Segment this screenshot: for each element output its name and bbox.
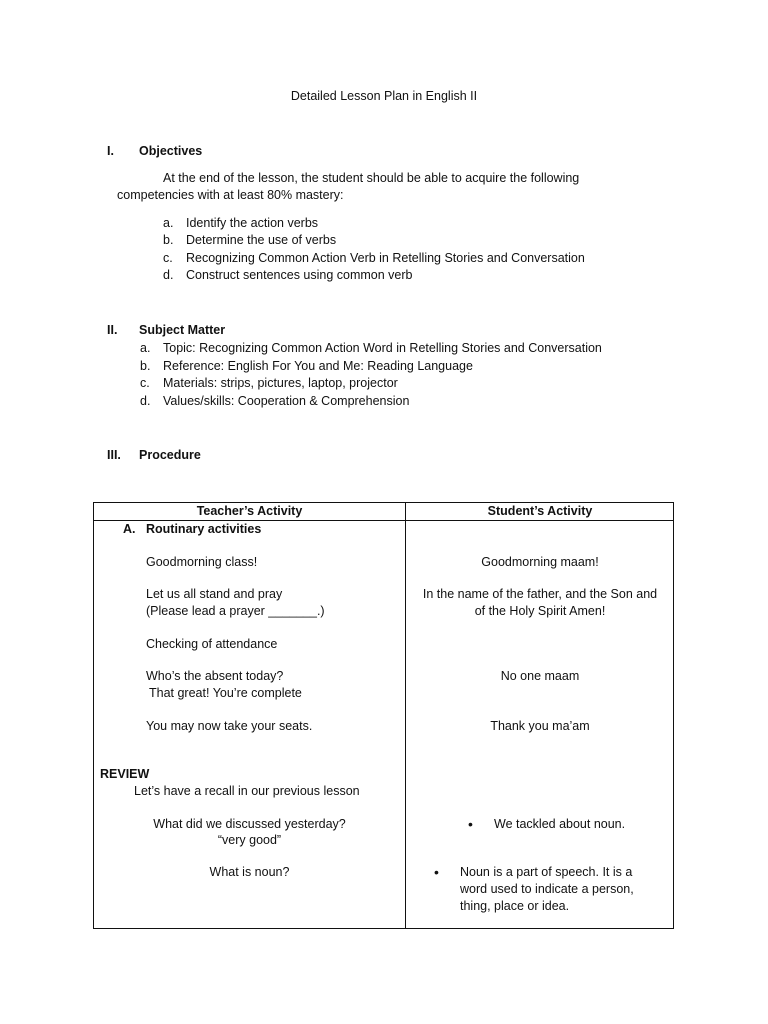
objective-letter-a: a. [163, 216, 174, 230]
objective-item-b: Determine the use of verbs [186, 233, 337, 247]
procedure-numeral: III. [107, 448, 121, 462]
section-a-title: Routinary activities [146, 522, 262, 536]
activity-table [93, 502, 674, 929]
objectives-intro-line1: At the end of the lesson, the student should be able to acquire the following [163, 171, 580, 185]
subject-item-values: Values/skills: Cooperation & Comprehension [163, 394, 410, 408]
teacher-complete: That great! You’re complete [149, 686, 302, 700]
objective-letter-c: c. [163, 251, 173, 265]
student-tackled-noun: We tackled about noun. [494, 817, 626, 831]
teacher-goodmorning: Goodmorning class! [146, 555, 258, 569]
teacher-discussed-question: What did we discussed yesterday? [153, 817, 346, 831]
student-thank-you: Thank you ma’am [490, 719, 590, 733]
page-title: Detailed Lesson Plan in English II [290, 89, 478, 103]
teacher-noun-question: What is noun? [209, 865, 290, 879]
student-prayer-line2: of the Holy Spirit Amen! [474, 604, 606, 618]
review-heading: REVIEW [100, 767, 150, 781]
subject-item-materials: Materials: strips, pictures, laptop, projector [163, 376, 398, 390]
student-noun-def-line2: word used to indicate a person, [460, 882, 634, 896]
student-activity-header: Student’s Activity [487, 504, 593, 518]
subject-letter-d: d. [140, 394, 151, 408]
subject-letter-a: a. [140, 341, 151, 355]
teacher-pray-line1: Let us all stand and pray [146, 587, 283, 601]
objective-item-d: Construct sentences using common verb [186, 268, 413, 282]
objectives-numeral: I. [107, 144, 114, 158]
student-prayer-line1: In the name of the father, and the Son and [422, 587, 658, 601]
subject-letter-b: b. [140, 359, 151, 373]
teacher-take-seats: You may now take your seats. [146, 719, 313, 733]
bullet-icon: • [468, 816, 473, 832]
teacher-recall: Let’s have a recall in our previous lesson [134, 784, 360, 798]
objective-item-a: Identify the action verbs [186, 216, 319, 230]
teacher-attendance: Checking of attendance [146, 637, 278, 651]
section-a-letter: A. [123, 522, 136, 536]
subject-item-reference: Reference: English For You and Me: Reading Language [163, 359, 473, 373]
subject-matter-numeral: II. [107, 323, 118, 337]
subject-item-topic: Topic: Recognizing Common Action Word in Retelling Stories and Conversation [163, 341, 602, 355]
subject-letter-c: c. [140, 376, 150, 390]
objective-letter-d: d. [163, 268, 174, 282]
student-goodmorning: Goodmorning maam! [481, 555, 599, 569]
bullet-icon: • [434, 864, 439, 880]
teacher-very-good: “very good” [217, 833, 282, 847]
student-no-absent: No one maam [500, 669, 580, 683]
teacher-activity-header: Teacher’s Activity [196, 504, 303, 518]
procedure-heading: Procedure [139, 448, 201, 462]
objectives-intro-line2: competencies with at least 80% mastery: [117, 188, 344, 202]
teacher-pray-line2: (Please lead a prayer _______.) [146, 604, 325, 618]
objectives-heading: Objectives [139, 144, 203, 158]
teacher-absent-question: Who’s the absent today? [146, 669, 284, 683]
objective-item-c: Recognizing Common Action Verb in Retelling Stories and Conversation [186, 251, 585, 265]
objective-letter-b: b. [163, 233, 174, 247]
student-noun-def-line3: thing, place or idea. [460, 899, 570, 913]
subject-matter-heading: Subject Matter [139, 323, 226, 337]
student-noun-def-line1: Noun is a part of speech. It is a [460, 865, 633, 879]
